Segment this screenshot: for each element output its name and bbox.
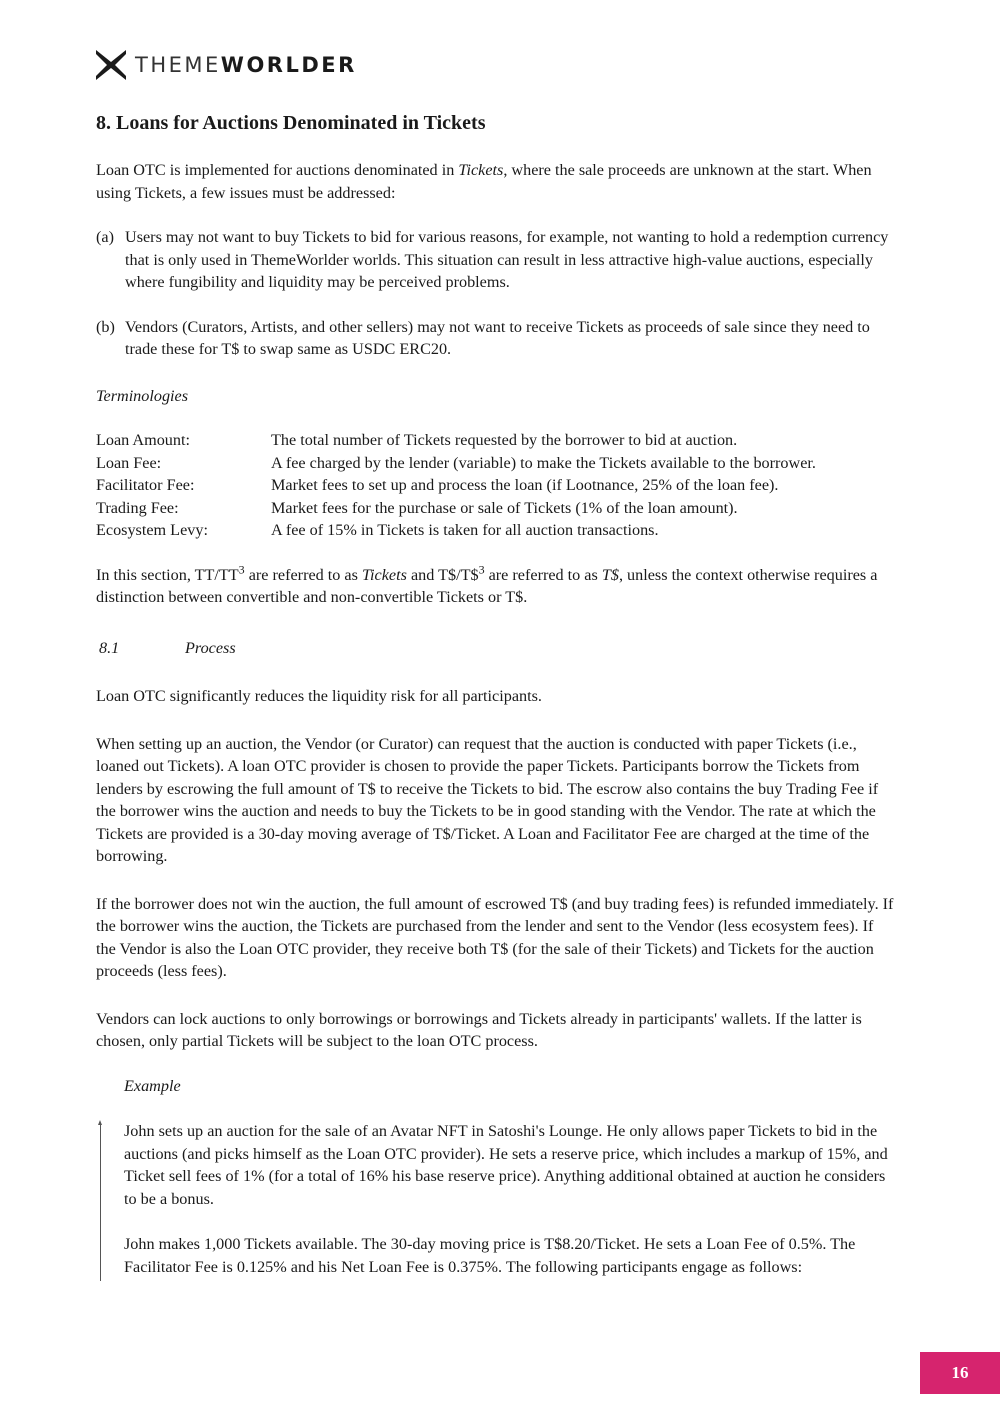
- term-name: Trading Fee:: [96, 498, 179, 517]
- brand-logo: [96, 50, 357, 80]
- issue-item: [96, 226, 896, 294]
- subsection-number: 8.1: [99, 638, 120, 657]
- term-name: Ecosystem Levy:: [96, 521, 208, 539]
- issue-text: Vendors (Curators, Artists, and other sellers) may not want to receive Tickets as proceeds of sale since they need to trade these for T$ to swap same as USDC ERC20.: [125, 317, 870, 358]
- term-row: [96, 452, 896, 475]
- page-number-badge: 16: [920, 1352, 1000, 1394]
- term-definition: The total number of Tickets requested by the borrower to bid at auction.: [271, 431, 738, 449]
- term-row: [96, 519, 896, 542]
- example-paragraph: John sets up an auction for the sale of an Avatar NFT in Satoshi's Lounge. He only allows paper Tickets to bid in the auctions (and picks himself as the Loan OTC provider). He sets a reserve price, which includes a markup of 15%, and Ticket sell fees of 1% (for a total of 16% his base reserve price). Anything additional obtained at auction he considers to be a bonus.: [124, 1122, 888, 1208]
- term-definition: Market fees to set up and process the loan (if Lootnance, 25% of the loan fee).: [271, 476, 779, 494]
- term-row: [96, 429, 896, 452]
- brand-wordmark: THEMEWORLDER: [135, 53, 357, 77]
- term-definition: A fee charged by the lender (variable) to make the Tickets available to the borrower.: [271, 453, 816, 472]
- example-block: [124, 1075, 896, 1279]
- subsection-title: Process: [185, 638, 236, 657]
- body-paragraph: When setting up an auction, the Vendor (or Curator) can request that the auction is conducted with paper Tickets (i.e., loaned out Tickets). A loan OTC provider is chosen to provide the paper Tickets. Participants borrow the Tickets from lenders by escrowing the full amount of T$ to receive the Tickets to bid. The escrow also contains the buy Trading Fee if the borrower wins the auction and needs to buy the Tickets to be in good standing with the Vendor. The rate at which the Tickets are provided is a 30-day moving average of T$/Ticket. A Loan and Facilitator Fee are charged at the time of the borrowing.: [96, 734, 879, 865]
- terminologies-list: [96, 429, 896, 542]
- example-title: Example: [124, 1076, 181, 1095]
- issue-item: [96, 316, 896, 361]
- term-name: Facilitator Fee:: [96, 476, 195, 494]
- terminology-note: In this section, $TT/TT^3$ are referred to as Tickets and T$/T\$$^3$ are referred to as T$, unless the context otherwise requires a distinction between convertible and non-convertible Tickets or T$.: [96, 562, 878, 606]
- term-definition: A fee of 15% in Tickets is taken for all auction transactions.: [271, 521, 659, 539]
- intro-paragraph: Loan OTC is implemented for auctions denominated in Tickets, where the sale proceeds are unknown at the start. When using Tickets, a few issues must be addressed:: [96, 161, 872, 202]
- subsection-heading: [96, 637, 896, 660]
- term-name: Loan Amount:: [96, 431, 190, 449]
- issue-label: (b): [96, 317, 115, 336]
- term-definition: Market fees for the purchase or sale of Tickets (1% of the loan amount).: [271, 498, 738, 517]
- section-title: 8. Loans for Auctions Denominated in Tickets: [96, 112, 486, 134]
- term-name: Loan Fee:: [96, 453, 162, 472]
- body-paragraph: Loan OTC significantly reduces the liquidity risk for all participants.: [96, 687, 542, 705]
- example-margin-line: [100, 1124, 101, 1281]
- example-body: [124, 1120, 896, 1278]
- terminologies-heading: Terminologies: [96, 386, 189, 405]
- document-body: [96, 110, 896, 1278]
- term-row: [96, 474, 896, 497]
- example-paragraph: John makes 1,000 Tickets available. The 30-day moving price is T$8.20/Ticket. He sets a Loan Fee of 0.5%. The Facilitator Fee is 0.125% and his Net Loan Fee is 0.375%. The following participants engage as follows:: [124, 1235, 856, 1276]
- issue-label: (a): [96, 228, 114, 246]
- body-paragraph: Vendors can lock auctions to only borrowings or borrowings and Tickets already in participants' wallets. If the latter is chosen, only partial Tickets will be subject to the loan OTC process.: [96, 1009, 862, 1050]
- themeworlder-logo-icon: [96, 50, 126, 80]
- term-row: [96, 497, 896, 520]
- issue-text: Users may not want to buy Tickets to bid for various reasons, for example, not wanting to hold a redemption currency that is only used in ThemeWorlder worlds. This situation can result in less attractive high-value auctions, especially where fungibility and liquidity may be perceived problems.: [125, 228, 889, 291]
- body-paragraph: If the borrower does not win the auction, the full amount of escrowed T$ (and buy trading fees) is refunded immediately. If the borrower wins the auction, the Tickets are purchased from the lender and sent to the Vendor (less ecosystem fees). If the Vendor is also the Loan OTC provider, they receive both T$ (for the sale of their Tickets) and Tickets for the auction proceeds (less fees).: [96, 894, 894, 980]
